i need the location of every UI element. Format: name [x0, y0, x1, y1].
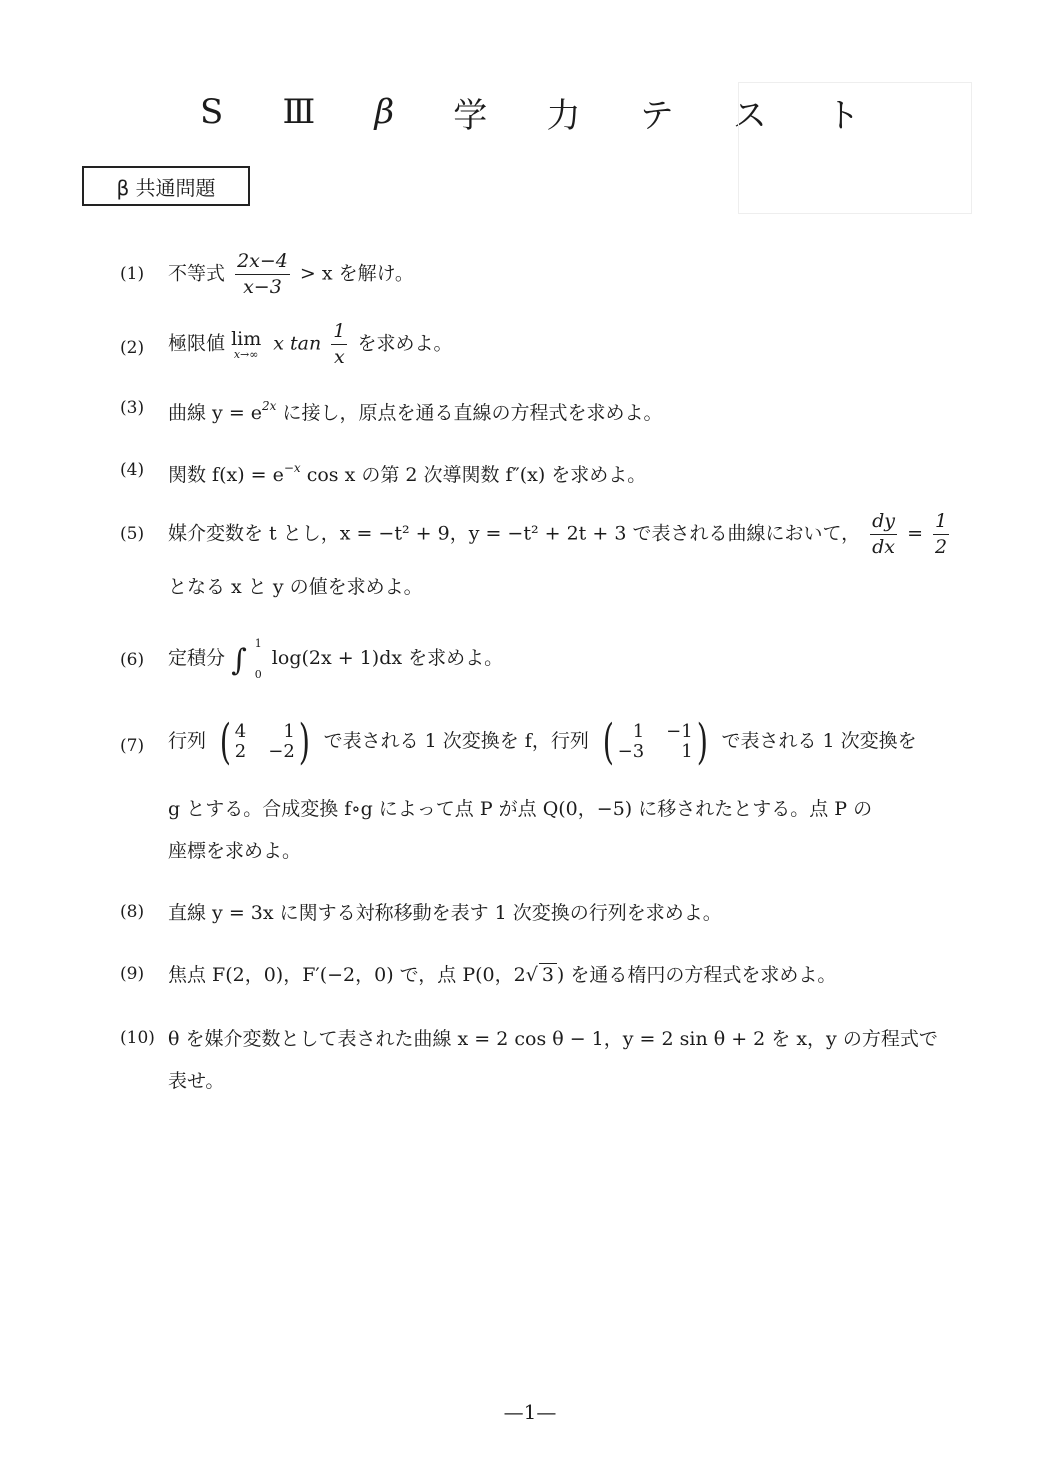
limit	[231, 327, 262, 361]
question-text: ) を通る楕円の方程式を求めよ。	[556, 964, 837, 986]
question-10	[120, 1030, 980, 1100]
question-number: (10)	[120, 1028, 155, 1048]
question-text: で表される 1 次変換を	[721, 730, 917, 752]
limit-operator: lim	[231, 327, 262, 350]
matrix-entry: 1	[681, 741, 693, 762]
integral-sign: ∫	[231, 643, 247, 678]
title-char: ト	[825, 95, 860, 136]
question-text: > x を解け。	[299, 262, 414, 285]
numerator: 1	[933, 512, 949, 535]
matrix-entry: −3	[617, 741, 645, 762]
question-number: (9)	[120, 964, 145, 984]
question-number: (5)	[120, 524, 145, 544]
question-body	[168, 638, 503, 680]
superscript: 2x	[262, 399, 277, 413]
fraction	[870, 512, 897, 557]
integral-limits	[255, 638, 262, 680]
denominator: x	[333, 346, 345, 368]
question-3	[120, 400, 980, 426]
title-char: S	[200, 92, 224, 132]
fraction	[235, 252, 290, 297]
page-number: —1—	[503, 1400, 557, 1424]
question-4	[120, 462, 980, 488]
title-char: β	[374, 92, 395, 132]
denominator: 2	[935, 536, 948, 558]
question-text: 媒介変数を t とし，x = −t² + 9，y = −t² + 2t + 3 で表される曲線において，	[168, 522, 861, 545]
matrix-entry: 1	[632, 721, 645, 742]
question-number: (1)	[120, 264, 145, 284]
question-body	[168, 714, 917, 770]
matrix-entry: 2	[234, 741, 247, 762]
question-text: θ を媒介変数として表された曲線 x = 2 cos θ − 1，y = 2 sin θ + 2 を x，y の方程式で	[168, 1028, 938, 1050]
upper-limit: 1	[254, 637, 262, 650]
question-number: (3)	[120, 398, 145, 418]
question-text: 曲線 y = e	[168, 402, 263, 424]
matrix: ( 4 1 2 −2 )	[219, 714, 310, 770]
denominator: x−3	[243, 276, 282, 298]
integrand: log(2x + 1)dx	[271, 647, 403, 669]
question-body	[168, 512, 953, 557]
matrix-entry: −1	[666, 721, 693, 742]
question-text: 極限値	[168, 332, 226, 355]
superscript: −x	[283, 461, 301, 475]
fraction	[933, 512, 949, 557]
question-text: となる x と y の値を求めよ。	[168, 576, 423, 598]
lower-limit: 0	[254, 668, 262, 681]
question-body	[168, 400, 662, 423]
numerator: 1	[331, 322, 347, 345]
question-text: 表せ。	[168, 1070, 225, 1092]
question-number: (2)	[120, 338, 145, 358]
title-char: テ	[639, 95, 674, 136]
numerator: dy	[870, 512, 897, 535]
question-text: 不等式	[168, 262, 226, 285]
numerator: 2x−4	[235, 252, 290, 275]
question-1	[120, 252, 980, 302]
question-2	[120, 322, 980, 372]
question-text: を求めよ。	[357, 332, 453, 355]
question-number: (4)	[120, 460, 145, 480]
question-9	[120, 966, 980, 992]
question-body	[168, 462, 646, 485]
denominator: dx	[872, 536, 896, 558]
matrix-entry: −2	[268, 741, 295, 762]
faint-stamp	[738, 82, 972, 214]
question-5	[120, 512, 980, 602]
question-text: に接し，原点を通る直線の方程式を求めよ。	[276, 402, 663, 424]
limit-subscript: x→∞	[233, 347, 259, 361]
question-number: (6)	[120, 650, 145, 670]
title-char: Ⅲ	[282, 92, 316, 132]
equals-sign: =	[907, 522, 923, 545]
question-text: cos x の第 2 次導関数 f″(x) を求めよ。	[300, 464, 647, 486]
question-text: を求めよ。	[402, 647, 504, 669]
question-text: g とする。合成変換 f∘g によって点 P が点 Q(0，−5) に移されたとする。点 P の	[168, 798, 873, 820]
question-text: 関数 f(x) = e	[168, 464, 284, 486]
question-text: 行列	[168, 730, 207, 752]
question-body	[168, 966, 836, 985]
question-text: x tan	[273, 332, 322, 355]
matrix-entry: 1	[283, 721, 295, 742]
question-7	[120, 714, 980, 868]
sqrt-sign: √	[525, 964, 538, 986]
question-text: で表される 1 次変換を f，行列	[323, 730, 589, 752]
question-body	[168, 252, 414, 297]
section-label: β 共通問題	[82, 166, 250, 206]
question-6	[120, 638, 980, 688]
title-char: 学	[453, 95, 488, 136]
title-char: 力	[546, 95, 581, 136]
matrix: ( 1 −1 −3 1 )	[602, 714, 708, 770]
title-char: ス	[732, 95, 767, 136]
question-number: (7)	[120, 736, 145, 756]
question-8	[120, 904, 980, 930]
question-text: 座標を求めよ。	[168, 840, 302, 862]
question-text: 焦点 F(2，0)，F′(−2，0) で，点 P(0，2	[168, 964, 526, 986]
question-body	[168, 322, 452, 367]
matrix-entry: 4	[234, 721, 247, 742]
question-text: 定積分	[168, 647, 226, 669]
question-text: 直線 y = 3x に関する対称移動を表す 1 次変換の行列を求めよ。	[168, 902, 722, 924]
question-number: (8)	[120, 902, 145, 922]
fraction	[331, 322, 347, 367]
sqrt-radicand: 3	[539, 963, 557, 986]
